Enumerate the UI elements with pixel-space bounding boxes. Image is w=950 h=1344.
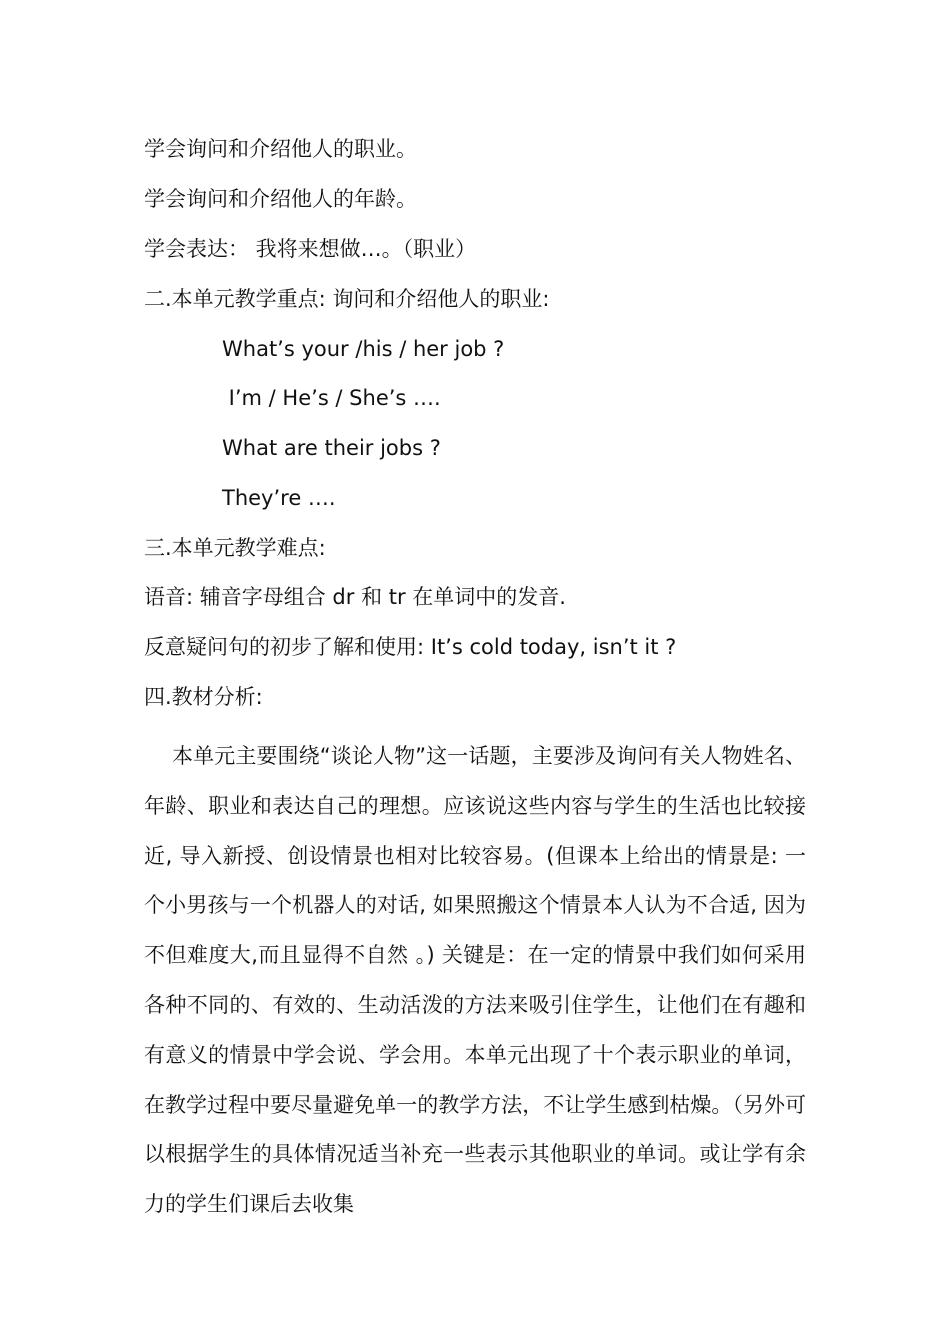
goal-line-3: 学会表达： 我将来想做…。（职业） xyxy=(144,237,477,261)
key-points-heading: 二.本单元教学重点: 询问和介绍他人的职业: xyxy=(144,287,550,311)
key-sentence-1: What’s your /his / her job ? xyxy=(222,337,505,361)
difficulty-item-2: 反意疑问句的初步了解和使用: It’s cold today, isn’t it ? xyxy=(144,635,677,659)
difficulties-heading: 三.本单元教学难点: xyxy=(144,536,326,560)
key-sentence-4: They’re …. xyxy=(222,486,336,510)
key-sentence-3: What are their jobs ? xyxy=(222,436,441,460)
goal-line-1: 学会询问和介绍他人的职业。 xyxy=(144,137,417,161)
analysis-paragraph: 本单元主要围绕“谈论人物”这一话题，主要涉及询问有关人物姓名、年龄、职业和表达自己的理想。应该说这些内容与学生的生活也比较接近, 导入新授、创设情景也相对比较容易。(但课本上给出的情景是: 一个小男孩与一个机器人的对话, 如果照搬这个情景本人认为不合适, 因为不但难度大,而且显得不自然 。) 关键是：在一定的情景中我们如何采用各种不同的、有效的、生动活泼的方法来吸引住学生，让他们在有趣和有意义的情景中学会说、学会用。本单元出现了十个表示职业的单词，在教学过程中要尽量避免单一的教学方法，不让学生感到枯燥。（另外可以根据学生的具体情况适当补充一些表示其他职业的单词。或让学有余力的学生们课后去收集 xyxy=(144,744,806,1217)
goal-line-2: 学会询问和介绍他人的年龄。 xyxy=(144,187,417,211)
difficulty-item-1: 语音: 辅音字母组合 dr 和 tr 在单词中的发音. xyxy=(144,585,566,609)
key-sentence-2: I’m / He’s / She’s …. xyxy=(222,386,441,410)
analysis-heading: 四.教材分析: xyxy=(144,685,263,709)
